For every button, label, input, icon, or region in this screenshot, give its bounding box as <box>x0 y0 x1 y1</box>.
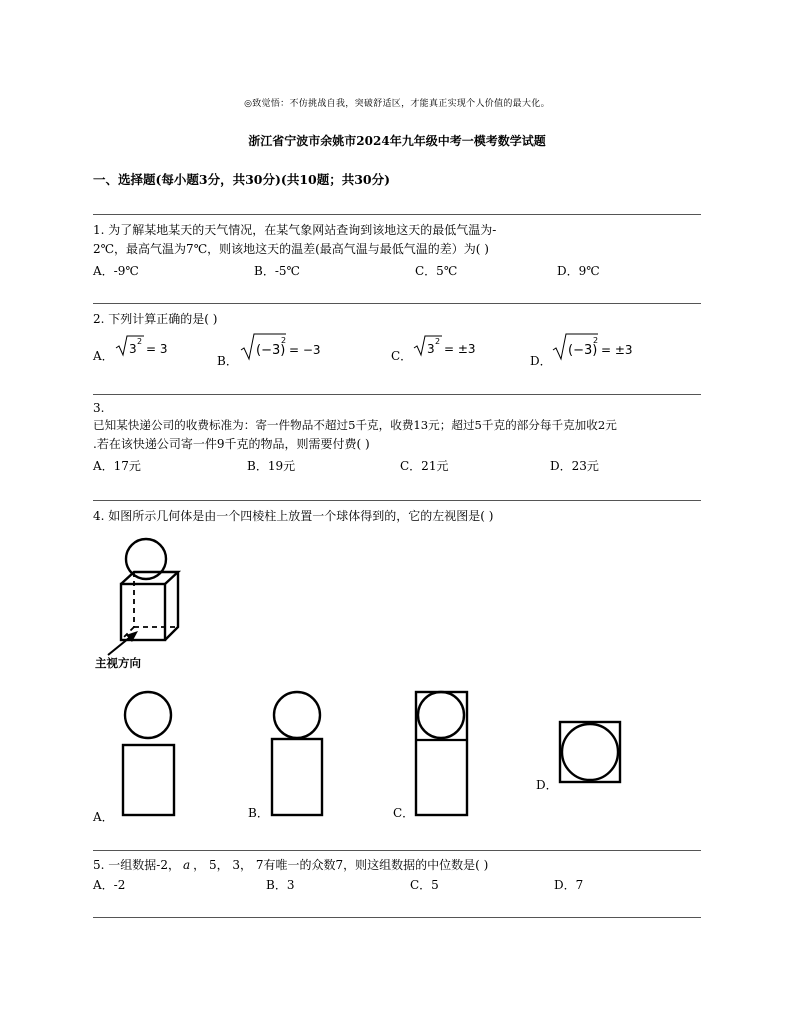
q1-option-d[interactable]: D．9℃ <box>557 264 600 278</box>
q5-variable: a <box>182 858 191 872</box>
q2-d-base: (−3) <box>568 343 598 358</box>
q4-option-a-figure[interactable] <box>118 690 184 822</box>
q3-option-d[interactable]: D．23元 <box>550 459 599 473</box>
q1-line2: 2℃，最高气温为7℃，则该地这天的温差(最高气温与最低气温的差）为( ) <box>93 242 489 256</box>
q2-option-b-formula[interactable] <box>239 332 329 362</box>
q5-option-c[interactable]: C．5 <box>410 878 439 892</box>
prism-front-face <box>121 584 165 640</box>
q5-stem-start: 5. 一组数据-2， <box>93 858 180 872</box>
divider <box>93 850 701 851</box>
q4-option-c-figure[interactable] <box>410 690 476 822</box>
q5-option-d[interactable]: D．7 <box>554 878 584 892</box>
q2-b-base: (−3) <box>256 343 286 358</box>
q2-option-b-label[interactable]: B． <box>217 354 238 368</box>
q1-line1: 1. 为了解某地某天的天气情况，在某气象网站查询到该地这天的最低气温为- <box>93 223 497 237</box>
q2-b-rhs: = −3 <box>289 343 321 357</box>
divider <box>93 917 701 918</box>
q4-option-b-figure[interactable] <box>267 690 333 822</box>
q3-line1: 已知某快递公司的收费标准为：寄一件物品不超过5千克，收费13元；超过5千克的部分每千克加收2元 <box>93 418 617 432</box>
q2-c-base: 3 <box>427 342 435 356</box>
q5-stem-rest: ， 5， 3， 7有唯一的众数7，则这组数据的中位数是( ) <box>193 858 489 872</box>
q5-stem <box>93 855 488 875</box>
q2-c-exp: 2 <box>435 337 441 346</box>
q2-option-a-formula[interactable] <box>114 333 174 359</box>
q3-option-c[interactable]: C．21元 <box>400 459 449 473</box>
q2-option-d-formula[interactable] <box>551 332 641 362</box>
q4-option-d-label[interactable]: D． <box>536 778 558 792</box>
q4-solid-figure <box>90 532 200 672</box>
q4-option-c-label[interactable]: C． <box>393 806 415 820</box>
divider <box>93 394 701 395</box>
q2-a-exp: 2 <box>137 337 143 346</box>
q3-line2: .若在该快递公司寄一件9千克的物品，则需要付费( ) <box>93 437 370 451</box>
q2-a-base: 3 <box>129 342 137 356</box>
q4-option-b-label[interactable]: B． <box>248 806 269 820</box>
q1-option-c[interactable]: C．5℃ <box>415 264 458 278</box>
q2-option-d-label[interactable]: D． <box>530 354 552 368</box>
q2-option-a-label[interactable]: A． <box>93 349 114 363</box>
q4-stem: 4. 如图所示几何体是由一个四棱柱上放置一个球体得到的，它的左视图是( ) <box>93 509 494 523</box>
q2-option-c-label[interactable]: C． <box>391 349 413 363</box>
q3-option-b[interactable]: B．19元 <box>247 459 296 473</box>
q2-option-c-formula[interactable] <box>412 333 478 359</box>
q4-option-a-label[interactable]: A． <box>93 810 114 824</box>
q2-d-rhs: = ±3 <box>601 343 633 357</box>
q2-stem: 2. 下列计算正确的是( ) <box>93 312 218 326</box>
q2-c-rhs: = ±3 <box>444 342 476 356</box>
q5-option-b[interactable]: B．3 <box>266 878 295 892</box>
q2-a-rhs: = 3 <box>146 342 168 356</box>
divider <box>93 303 701 304</box>
q3-number: 3. <box>93 401 105 415</box>
motto-line: ◎致觉悟：不仿挑战自我，突破舒适区，才能真正实现个人价值的最大化。 <box>244 99 550 109</box>
q2-d-exp: 2 <box>593 336 599 345</box>
exam-title: 浙江省宁波市余姚市2024年九年级中考一模考数学试题 <box>248 134 546 148</box>
q1-option-b[interactable]: B．-5℃ <box>254 264 300 278</box>
q4-option-d-figure[interactable] <box>558 718 624 784</box>
section-heading: 一、选择题(每小题3分，共30分)(共10题；共30分) <box>93 172 391 187</box>
q2-b-exp: 2 <box>281 336 287 345</box>
q5-option-a[interactable]: A．-2 <box>93 878 126 892</box>
divider <box>93 214 701 215</box>
q3-option-a[interactable]: A．17元 <box>93 459 141 473</box>
view-direction-label: 主视方向 <box>95 656 141 670</box>
divider <box>93 500 701 501</box>
q1-option-a[interactable]: A．-9℃ <box>93 264 139 278</box>
